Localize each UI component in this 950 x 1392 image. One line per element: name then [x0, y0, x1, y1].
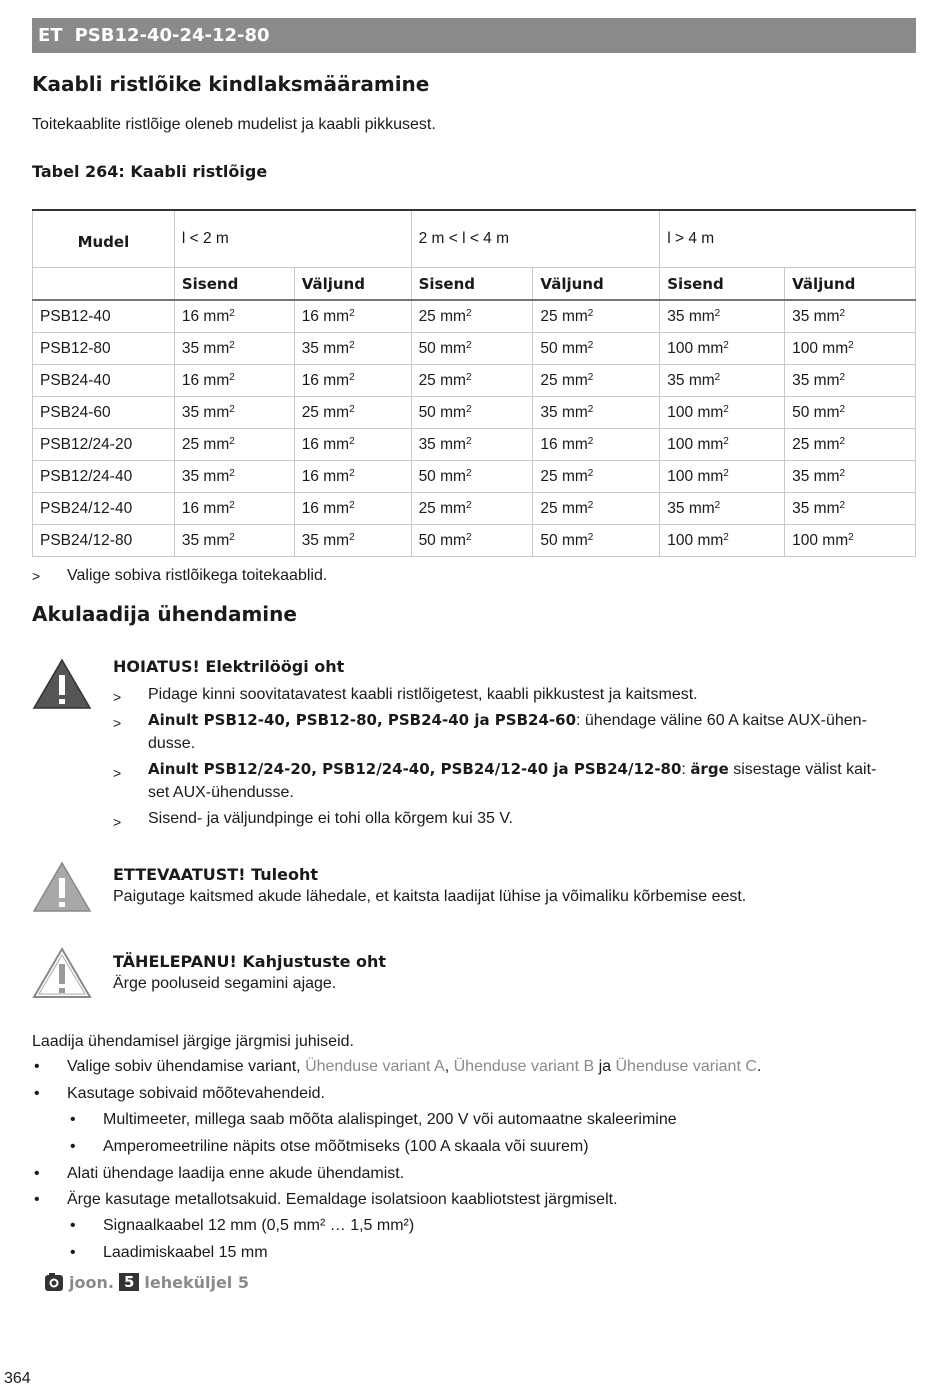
cell-value: 35 [418, 435, 436, 453]
cell-unit-exponent: 2 [229, 499, 235, 511]
cell-value: 16 [301, 307, 319, 325]
cell-unit-exponent: 2 [587, 403, 594, 415]
cell-unit-exponent: 2 [465, 531, 472, 543]
cell-model: PSB24-60 [33, 397, 175, 429]
item-marker: > [113, 715, 122, 731]
cell-cross-section [174, 300, 294, 333]
table-row [33, 397, 916, 429]
cell-cross-section [533, 397, 660, 429]
cell-unit: mm [440, 499, 466, 517]
bullet-3: Alati ühendage laadija enne akude ühendamist. [67, 1165, 405, 1182]
cell-unit-exponent: 2 [465, 499, 472, 511]
cell-unit: mm [203, 531, 230, 549]
col-header-mudel: Mudel [33, 210, 175, 268]
cell-unit: mm [440, 403, 466, 421]
cell-unit: mm [440, 467, 466, 485]
cell-unit: mm [688, 499, 715, 517]
cell-unit: mm [561, 531, 588, 549]
cell-cross-section [174, 397, 294, 429]
page-number: 364 [4, 1370, 31, 1387]
cell-value: 50 [418, 339, 436, 357]
cell-cross-section [174, 493, 294, 525]
cell-unit: mm [440, 339, 466, 357]
cell-value: 35 [181, 339, 200, 357]
model-title: PSB12-40-24-12-80 [74, 25, 270, 46]
cell-cross-section [294, 493, 411, 525]
cell-unit-exponent: 2 [587, 467, 594, 479]
cell-unit: mm [561, 499, 588, 517]
cell-unit-exponent: 2 [349, 531, 355, 543]
bullet-dot: • [34, 1165, 40, 1182]
cell-cross-section [294, 525, 411, 557]
notice-triangle-icon [32, 947, 92, 999]
cell-unit-exponent: 2 [465, 467, 472, 479]
cell-cross-section [660, 525, 785, 557]
cell-unit: mm [561, 307, 588, 325]
warning-item-3-text: sisestage välist kait- [728, 761, 877, 778]
bullet-dot: • [70, 1111, 76, 1128]
cell-cross-section [411, 300, 533, 333]
cell-unit-exponent: 2 [229, 403, 235, 415]
bullet-dot: • [34, 1085, 40, 1102]
cell-unit: mm [203, 435, 230, 453]
table-row [33, 300, 916, 333]
cell-value: 100 [792, 339, 818, 357]
cell-unit: mm [203, 499, 230, 517]
link-variant-c[interactable]: Ühenduse variant C [615, 1058, 757, 1075]
cell-unit-exponent: 2 [349, 499, 355, 511]
cell-unit-exponent: 2 [848, 531, 854, 543]
cell-value: 50 [540, 531, 558, 549]
figure-ref-pre: joon. [69, 1272, 114, 1292]
cell-unit: mm [813, 307, 840, 325]
cell-cross-section [294, 429, 411, 461]
cell-unit-exponent: 2 [349, 467, 355, 479]
cell-unit-exponent: 2 [465, 403, 472, 415]
header-bar [32, 18, 916, 53]
cell-value: 50 [792, 403, 810, 421]
table-row [33, 461, 916, 493]
bullet-1 [67, 1058, 761, 1076]
cell-unit: mm [440, 435, 466, 453]
cell-value: 16 [540, 435, 558, 453]
cell-cross-section [174, 333, 294, 365]
bullet-2: Kasutage sobivaid mõõtevahendeid. [67, 1085, 325, 1102]
link-variant-a[interactable]: Ühenduse variant A [305, 1058, 445, 1075]
warning-item-4: Sisend- ja väljundpinge ei tohi olla kõrgem kui 35 V. [148, 810, 513, 827]
cell-cross-section [411, 525, 533, 557]
cell-cross-section [785, 300, 916, 333]
cell-unit-exponent: 2 [465, 307, 472, 319]
cell-model: PSB12-40 [33, 300, 175, 333]
cell-cross-section [785, 493, 916, 525]
cell-cross-section [294, 461, 411, 493]
cell-cross-section [411, 461, 533, 493]
camera-icon [44, 1272, 64, 1292]
cell-unit: mm [323, 371, 350, 389]
cell-cross-section [785, 397, 916, 429]
language-code: ET [38, 25, 63, 46]
cell-cross-section [785, 461, 916, 493]
cell-value: 50 [418, 531, 436, 549]
sep: ja [594, 1058, 616, 1075]
cell-value: 35 [301, 531, 319, 549]
cell-unit: mm [323, 339, 350, 357]
cell-value: 16 [301, 371, 319, 389]
cell-value: 25 [540, 307, 558, 325]
cell-cross-section [785, 429, 916, 461]
cell-value: 25 [418, 499, 436, 517]
cell-model: PSB12/24-20 [33, 429, 175, 461]
cell-unit-exponent: 2 [229, 307, 235, 319]
cell-cross-section [660, 397, 785, 429]
cell-model: PSB12/24-40 [33, 461, 175, 493]
cell-value: 35 [667, 499, 685, 517]
cell-value: 35 [792, 467, 810, 485]
cell-unit: mm [440, 531, 466, 549]
cell-cross-section [785, 365, 916, 397]
item-marker: > [113, 814, 122, 830]
figure-reference[interactable] [44, 1272, 249, 1292]
cell-value: 100 [792, 531, 818, 549]
warning-item-3-models: Ainult PSB12/24-20, PSB12/24-40, PSB24/12-40 ja PSB24/12-80 [148, 760, 682, 778]
cell-value: 35 [181, 467, 200, 485]
cell-cross-section [533, 461, 660, 493]
cell-cross-section [411, 429, 533, 461]
warning-item-3-sep: : [681, 761, 691, 778]
cell-value: 16 [181, 307, 200, 325]
group-header: l < 2 m [174, 210, 411, 268]
cell-value: 50 [418, 467, 436, 485]
cell-unit-exponent: 2 [349, 339, 355, 351]
figure-ref-number: 5 [119, 1273, 139, 1291]
cell-value: 100 [667, 403, 694, 421]
cell-cross-section [533, 365, 660, 397]
cell-unit: mm [822, 339, 849, 357]
cell-cross-section [660, 365, 785, 397]
step-text: Valige sobiva ristlõikega toitekaablid. [67, 567, 328, 584]
caution-title: ETTEVAATUST! Tuleoht [113, 865, 318, 884]
cell-cross-section [533, 429, 660, 461]
cell-unit: mm [813, 467, 840, 485]
warning-title: HOIATUS! Elektrilöögi oht [113, 657, 345, 676]
cell-cross-section [411, 493, 533, 525]
cell-unit: mm [697, 339, 724, 357]
sep: , [444, 1058, 454, 1075]
cable-table [32, 209, 916, 557]
cell-unit: mm [688, 307, 715, 325]
cell-cross-section [533, 300, 660, 333]
item-marker: > [113, 689, 122, 705]
table-row [33, 365, 916, 397]
cell-value: 25 [540, 467, 558, 485]
instructions-intro: Laadija ühendamisel järgige järgmisi juhiseid. [32, 1033, 354, 1050]
bullet-4-sub-2: Laadimiskaabel 15 mm [103, 1244, 268, 1261]
cell-value: 50 [540, 339, 558, 357]
warning-item-3-emph: ärge [690, 760, 729, 778]
cell-value: 16 [301, 435, 319, 453]
warning-item-2-text-cont: dusse. [148, 735, 196, 752]
intro-text: Toitekaablite ristlõige oleneb mudelist ja kaabli pikkusest. [32, 116, 436, 133]
cell-cross-section [294, 365, 411, 397]
cell-unit: mm [203, 467, 230, 485]
cell-value: 35 [181, 531, 200, 549]
warning-item-2-models: Ainult PSB12-40, PSB12-80, PSB24-40 ja PSB24-60 [148, 711, 577, 729]
warning-item-3-text-cont: set AUX-ühendusse. [148, 784, 294, 801]
cell-value: 25 [181, 435, 200, 453]
table-row [33, 429, 916, 461]
sub-header: Sisend [411, 268, 533, 301]
cell-value: 100 [667, 531, 694, 549]
cell-unit: mm [813, 435, 840, 453]
cell-unit-exponent: 2 [465, 339, 472, 351]
cell-unit-exponent: 2 [229, 339, 235, 351]
cell-unit: mm [813, 499, 840, 517]
cell-value: 25 [540, 499, 558, 517]
cell-unit: mm [697, 435, 724, 453]
cell-unit-exponent: 2 [587, 435, 594, 447]
cell-unit-exponent: 2 [839, 403, 846, 415]
warning-item-2 [148, 709, 918, 755]
cell-unit-exponent: 2 [839, 467, 846, 479]
bullet-4: Ärge kasutage metallotsakuid. Eemaldage isolatsioon kaabliotstest järgmiselt. [67, 1191, 618, 1208]
cell-cross-section [174, 365, 294, 397]
cell-unit: mm [822, 531, 849, 549]
cell-cross-section [533, 525, 660, 557]
cell-unit-exponent: 2 [723, 531, 729, 543]
cell-cross-section [660, 300, 785, 333]
cell-unit-exponent: 2 [349, 435, 355, 447]
cell-unit-exponent: 2 [229, 371, 235, 383]
cell-cross-section [785, 333, 916, 365]
cell-cross-section [174, 429, 294, 461]
cell-unit: mm [813, 371, 840, 389]
cell-cross-section [411, 397, 533, 429]
cell-unit: mm [440, 371, 466, 389]
sub-header: Sisend [660, 268, 785, 301]
bullet-dot: • [70, 1138, 76, 1155]
notice-title: TÄHELEPANU! Kahjustuste oht [113, 952, 387, 971]
cell-unit-exponent: 2 [229, 531, 235, 543]
section-title-connect: Akulaadija ühendamine [32, 602, 297, 626]
cell-unit-exponent: 2 [229, 467, 235, 479]
cell-model: PSB24/12-80 [33, 525, 175, 557]
cell-unit: mm [561, 339, 588, 357]
section-title-cable: Kaabli ristlõike kindlaksmääramine [32, 72, 430, 96]
cell-unit: mm [323, 403, 350, 421]
cell-value: 50 [418, 403, 436, 421]
item-marker: > [113, 765, 122, 781]
cell-value: 35 [792, 307, 810, 325]
cell-cross-section [174, 525, 294, 557]
cell-unit: mm [813, 403, 840, 421]
cell-unit-exponent: 2 [229, 435, 235, 447]
cell-unit: mm [440, 307, 466, 325]
cell-unit: mm [203, 307, 230, 325]
cell-unit-exponent: 2 [587, 531, 594, 543]
cell-unit: mm [561, 435, 588, 453]
sub-header: Väljund [785, 268, 916, 301]
cell-unit-exponent: 2 [839, 435, 846, 447]
cell-unit-exponent: 2 [465, 371, 472, 383]
bullet-4-sub-1: Signaalkaabel 12 mm (0,5 mm² … 1,5 mm²) [103, 1217, 415, 1234]
cell-unit-exponent: 2 [349, 403, 355, 415]
cell-value: 25 [418, 307, 436, 325]
cell-unit-exponent: 2 [723, 339, 729, 351]
cell-unit: mm [323, 467, 350, 485]
cell-unit-exponent: 2 [465, 435, 472, 447]
cell-unit-exponent: 2 [723, 435, 729, 447]
sub-header: Väljund [294, 268, 411, 301]
cell-value: 35 [181, 403, 200, 421]
cell-unit-exponent: 2 [587, 307, 594, 319]
bullet-dot: • [70, 1244, 76, 1261]
cell-unit: mm [697, 531, 724, 549]
cell-value: 100 [667, 435, 694, 453]
cell-unit: mm [323, 435, 350, 453]
bullet-dot: • [34, 1058, 40, 1075]
cell-unit: mm [697, 467, 724, 485]
cell-value: 25 [792, 435, 810, 453]
cell-value: 35 [540, 403, 558, 421]
cell-value: 16 [301, 467, 319, 485]
cell-cross-section [411, 333, 533, 365]
cell-unit: mm [323, 499, 350, 517]
cell-unit-exponent: 2 [587, 499, 594, 511]
group-header: 2 m < l < 4 m [411, 210, 660, 268]
bullet-2-sub-2: Amperomeetriline näpits otse mõõtmiseks (100 A skaala või suurem) [103, 1138, 589, 1155]
cell-unit-exponent: 2 [723, 467, 729, 479]
cell-unit-exponent: 2 [848, 339, 854, 351]
cell-value: 35 [667, 371, 685, 389]
cell-unit: mm [697, 403, 724, 421]
cell-unit-exponent: 2 [839, 307, 846, 319]
cell-unit-exponent: 2 [349, 307, 355, 319]
cell-unit: mm [203, 371, 230, 389]
cell-model: PSB12-80 [33, 333, 175, 365]
warning-triangle-icon [32, 658, 92, 710]
table-row [33, 333, 916, 365]
cell-value: 35 [792, 499, 810, 517]
cell-unit-exponent: 2 [839, 371, 846, 383]
cell-cross-section [533, 493, 660, 525]
cell-cross-section [660, 461, 785, 493]
cell-value: 25 [540, 371, 558, 389]
cell-value: 35 [301, 339, 319, 357]
cell-unit: mm [688, 371, 715, 389]
cell-cross-section [660, 429, 785, 461]
cell-cross-section [411, 365, 533, 397]
caution-text: Paigutage kaitsmed akude lähedale, et kaitsta laadijat lühise ja võimaliku kõrbemise eest. [113, 888, 747, 905]
bullet-2-sub-1: Multimeeter, millega saab mõõta alalispinget, 200 V või automaatne skaleerimine [103, 1111, 677, 1128]
sep: . [756, 1058, 762, 1075]
cell-unit: mm [561, 467, 588, 485]
cell-unit-exponent: 2 [839, 499, 846, 511]
bullet-dot: • [70, 1217, 76, 1234]
empty-header-cell [33, 268, 175, 301]
cell-cross-section [294, 300, 411, 333]
cell-cross-section [174, 461, 294, 493]
cell-value: 16 [181, 499, 200, 517]
sub-header: Väljund [533, 268, 660, 301]
link-variant-b[interactable]: Ühenduse variant B [453, 1058, 595, 1075]
warning-item-2-text: : ühendage väline 60 A kaitse AUX-ühen- [576, 712, 867, 729]
sub-header: Sisend [174, 268, 294, 301]
cell-value: 100 [667, 339, 694, 357]
cell-value: 35 [667, 307, 685, 325]
notice-text: Ärge pooluseid segamini ajage. [113, 975, 337, 992]
cell-cross-section [660, 493, 785, 525]
group-header: l > 4 m [660, 210, 916, 268]
cell-cross-section [785, 525, 916, 557]
cell-cross-section [294, 397, 411, 429]
figure-ref-post: leheküljel 5 [144, 1272, 249, 1292]
cell-unit: mm [323, 531, 350, 549]
step-marker: > [32, 568, 41, 584]
cell-unit-exponent: 2 [723, 403, 729, 415]
table-row [33, 493, 916, 525]
cell-model: PSB24-40 [33, 365, 175, 397]
cell-unit-exponent: 2 [349, 371, 355, 383]
cell-unit-exponent: 2 [587, 339, 594, 351]
cell-value: 16 [301, 499, 319, 517]
cell-cross-section [294, 333, 411, 365]
cell-model: PSB24/12-40 [33, 493, 175, 525]
cell-value: 25 [301, 403, 319, 421]
bullet-1-text: Valige sobiv ühendamise variant, [67, 1058, 306, 1075]
cell-unit-exponent: 2 [714, 371, 721, 383]
cell-value: 16 [181, 371, 200, 389]
warning-item-3 [148, 758, 918, 804]
cell-unit-exponent: 2 [714, 307, 721, 319]
warning-item-1: Pidage kinni soovitatavatest kaabli ristlõigetest, kaabli pikkustest ja kaitsmest. [148, 686, 698, 703]
table-caption: Tabel 264: Kaabli ristlõige [32, 162, 268, 181]
cell-value: 25 [418, 371, 436, 389]
cell-cross-section [660, 333, 785, 365]
cell-cross-section [533, 333, 660, 365]
cell-unit-exponent: 2 [587, 371, 594, 383]
cell-value: 35 [792, 371, 810, 389]
cell-unit: mm [203, 403, 230, 421]
table-row [33, 525, 916, 557]
cell-value: 100 [667, 467, 694, 485]
cell-unit-exponent: 2 [714, 499, 721, 511]
caution-triangle-icon [32, 861, 92, 913]
cell-unit: mm [561, 371, 588, 389]
cell-unit: mm [323, 307, 350, 325]
bullet-dot: • [34, 1191, 40, 1208]
cell-unit: mm [203, 339, 230, 357]
cell-unit: mm [561, 403, 588, 421]
